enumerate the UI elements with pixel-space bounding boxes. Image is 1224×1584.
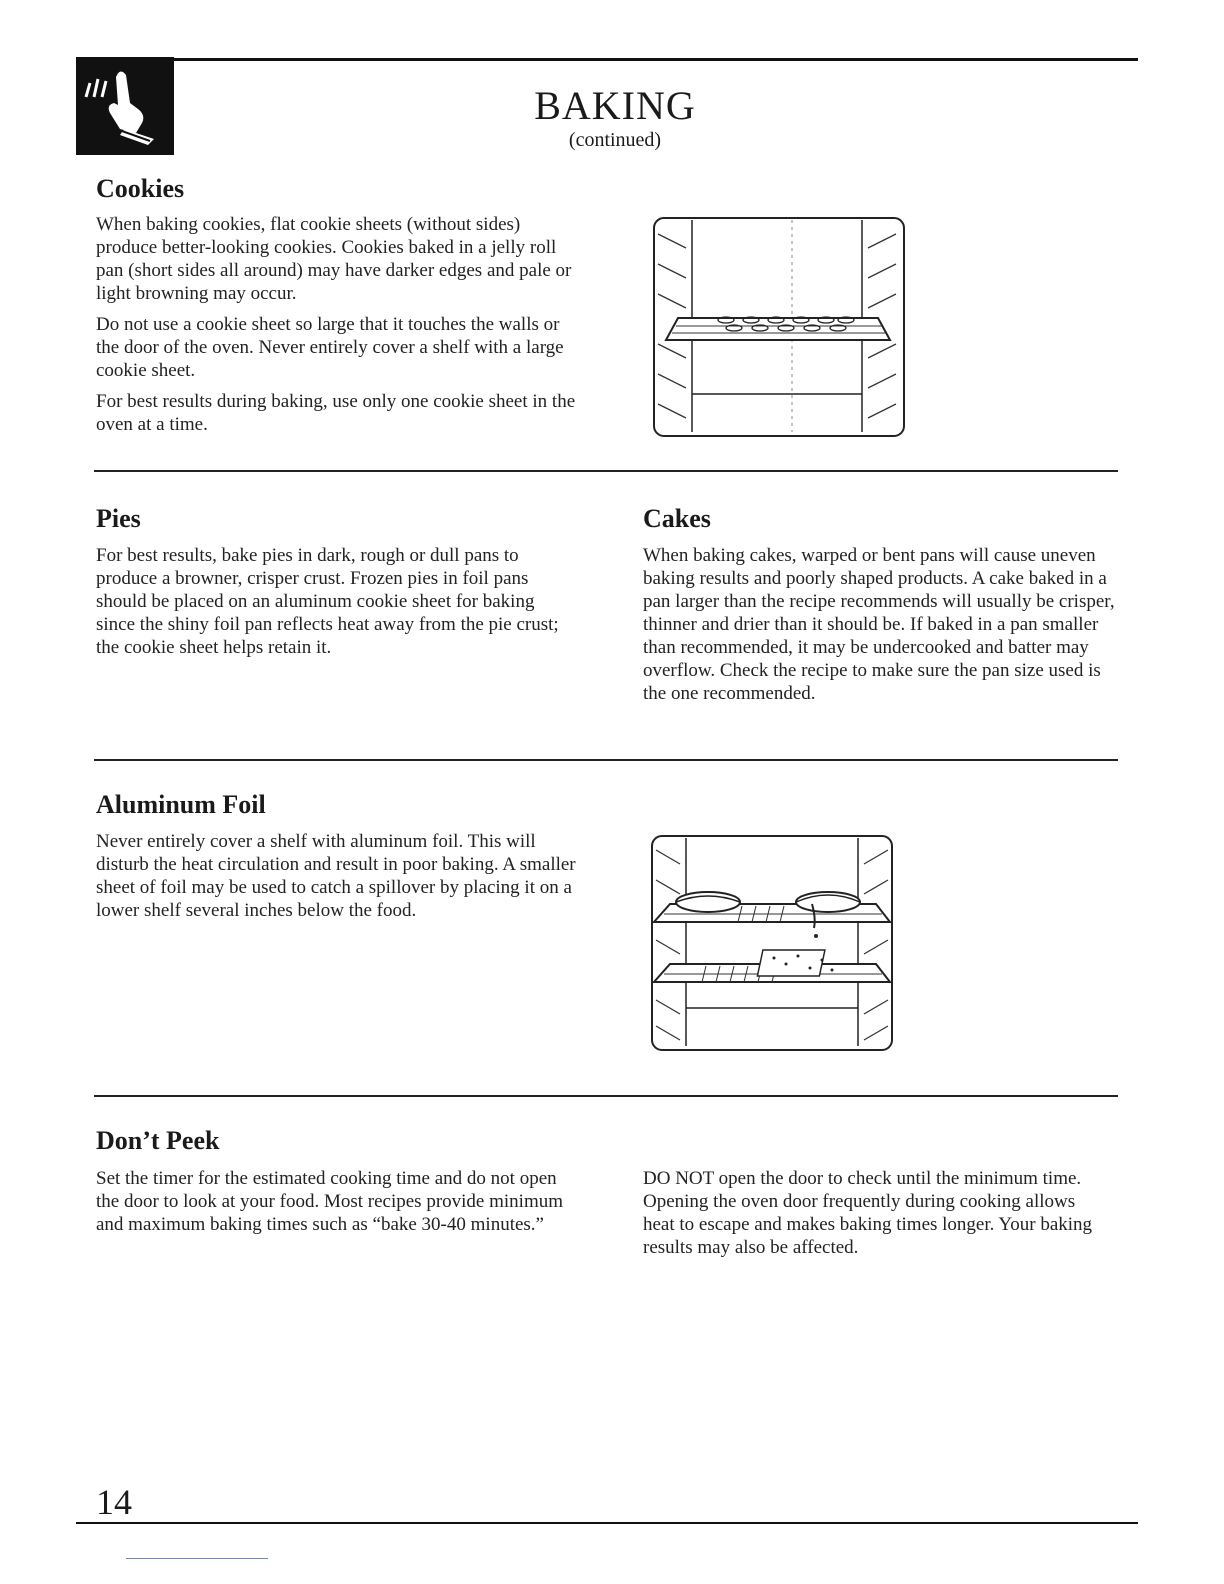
footer-rule — [76, 1522, 1138, 1524]
dont-peek-paragraph-1: Set the timer for the estimated cooking time and do not open the door to look at your food. Most recipes provide minimum and maximum baking times such as “bake 30-40 minutes.” — [96, 1168, 564, 1235]
hand-pointer-icon — [76, 57, 174, 155]
oven-cookie-sheet-illustration — [646, 214, 910, 440]
page-title: BAKING — [534, 83, 696, 128]
cakes-paragraph: When baking cakes, warped or bent pans will cause uneven baking results and poorly shaped products. A cake baked in a pan larger than the recipe recommends will usually be crisper, thinner and drier than it should be. If baked in a pan smaller than recommended, it may be undercooked and batter may overflow. Check the recipe to make sure the pan size used is the one recommended. — [643, 545, 1115, 704]
page-number: 14 — [96, 1482, 132, 1522]
header-rule — [170, 58, 1138, 61]
footer-link-underline — [126, 1558, 268, 1559]
dont-peek-paragraph-2: DO NOT open the door to check until the minimum time. Opening the oven door frequently during cooking allows heat to escape and makes baking times longer. Your baking results may also be affected. — [643, 1168, 1093, 1258]
foil-heading: Aluminum Foil — [96, 790, 266, 819]
cakes-heading: Cakes — [643, 504, 711, 533]
pies-heading: Pies — [96, 504, 141, 533]
section-divider — [94, 470, 1118, 472]
section-divider — [94, 759, 1118, 761]
pies-paragraph: For best results, bake pies in dark, rough or dull pans to produce a browner, crisper crust. Frozen pies in foil pans should be placed on an aluminum cookie sheet for baking since the shiny foil pan reflects heat away from the pie crust; the cookie sheet helps retain it. — [96, 545, 559, 658]
dont-peek-heading: Don’t Peek — [96, 1126, 220, 1155]
cookies-paragraph-3: For best results during baking, use only one cookie sheet in the oven at a time. — [96, 391, 576, 435]
cookies-paragraph-2: Do not use a cookie sheet so large that it touches the walls or the door of the oven. Never entirely cover a shelf with a large cookie sheet. — [96, 314, 564, 381]
cookies-paragraph-1: When baking cookies, flat cookie sheets (without sides) produce better-looking cookies. Cookies baked in a jelly roll pan (short sides all around) may have darker edges and pale or light browning may occur. — [96, 214, 572, 304]
page-subtitle: (continued) — [568, 129, 662, 151]
section-divider — [94, 1095, 1118, 1097]
foil-paragraph: Never entirely cover a shelf with aluminum foil. This will disturb the heat circulation and result in poor baking. A smaller sheet of foil may be used to catch a spillover by placing it on a lower shelf several inches below the food. — [96, 831, 576, 921]
oven-foil-illustration — [646, 832, 900, 1054]
cookies-heading: Cookies — [96, 174, 185, 203]
